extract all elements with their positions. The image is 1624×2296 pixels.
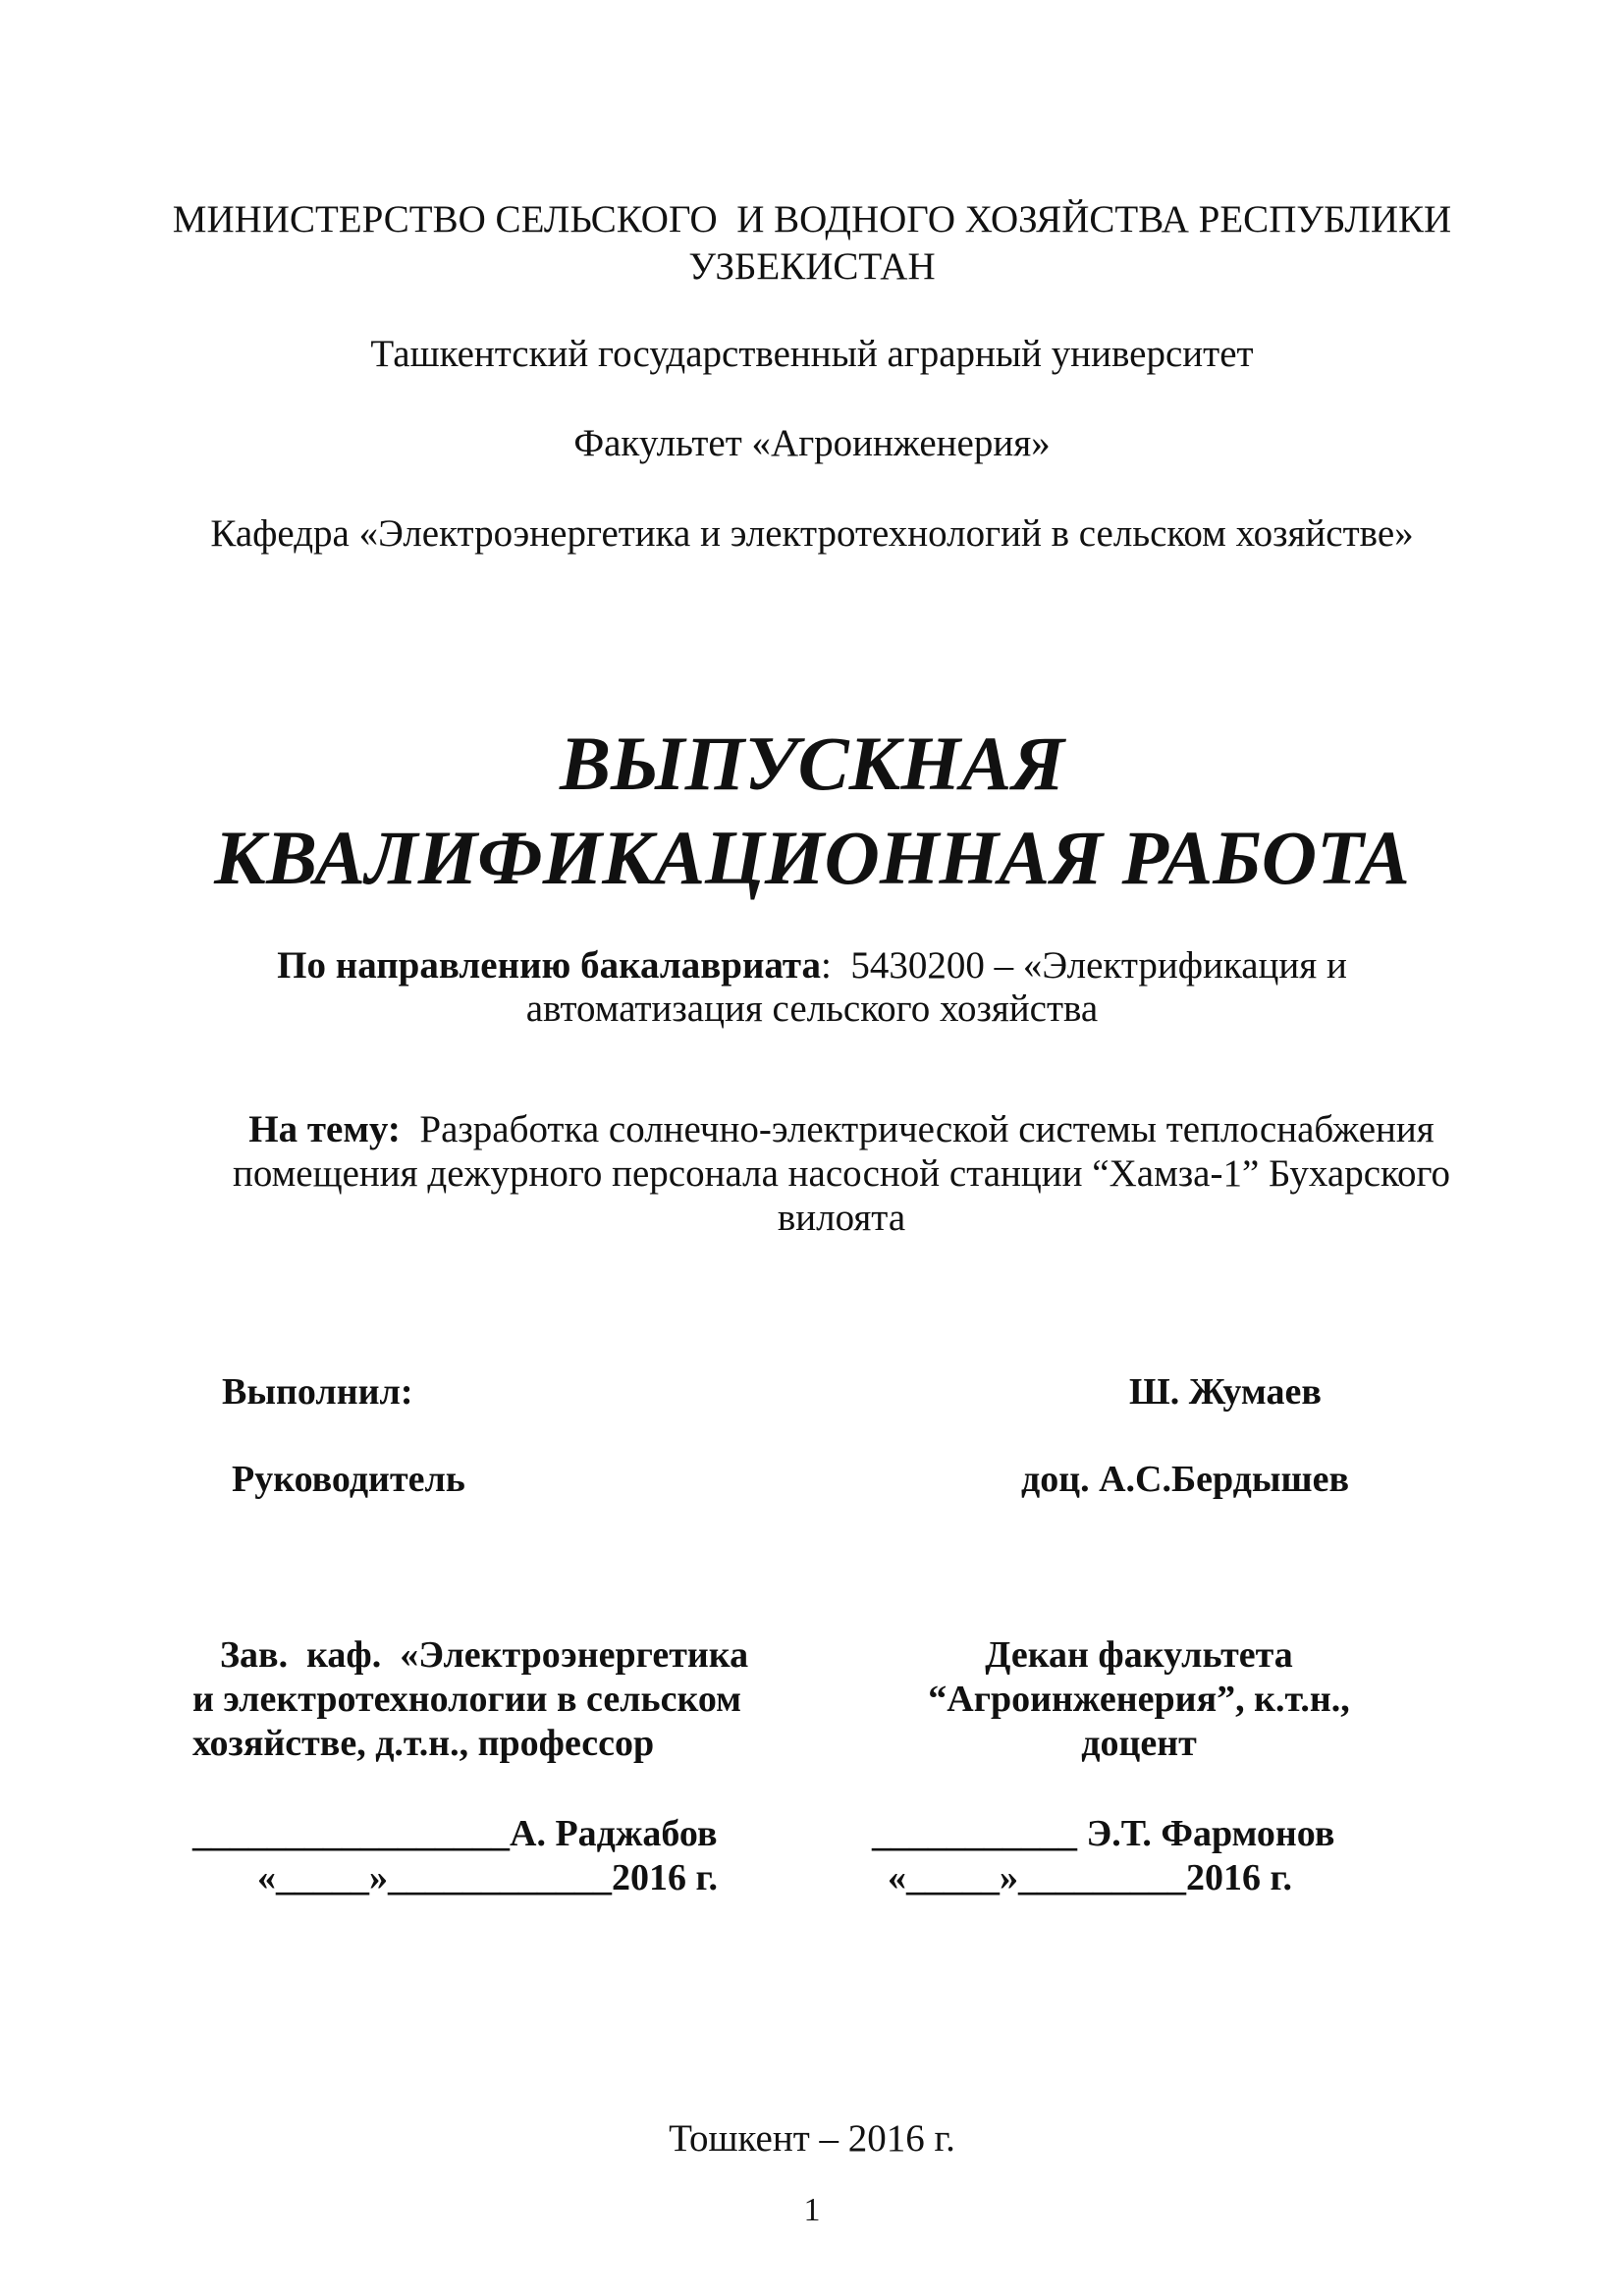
direction-line-1: По направлению бакалавриата: 5430200 – «Электрификация и xyxy=(277,944,1347,987)
city-year: Тошкент – 2016 г. xyxy=(669,2117,955,2160)
ministry-line-2: УЗБЕКИСТАН xyxy=(688,245,936,288)
hod-line-1: Зав. каф. «Электроэнергетика xyxy=(220,1634,749,1676)
performed-by-name: Ш. Жумаев xyxy=(1129,1371,1322,1413)
page-number: 1 xyxy=(803,2192,821,2228)
hod-signature-line: _________________А. Раджабов xyxy=(192,1813,718,1854)
hod-line-3: хозяйстве, д.т.н., профессор xyxy=(192,1723,655,1764)
dean-line-3: доцент xyxy=(1081,1723,1197,1764)
hod-date-line: «_____»____________2016 г. xyxy=(257,1857,718,1898)
direction-text-2: автоматизация сельского хозяйства xyxy=(525,988,1099,1030)
dean-line-1: Декан факультета xyxy=(985,1634,1293,1676)
topic-block xyxy=(226,1107,1460,1240)
supervisor-label: Руководитель xyxy=(232,1459,465,1500)
direction-text-1: 5430200 – «Электрификация и xyxy=(831,944,1347,987)
faculty-name: Факультет «Агроинженерия» xyxy=(573,422,1051,464)
title-line-1: ВЫПУСКНАЯ xyxy=(560,721,1064,806)
dean-date-line: «_____»_________2016 г. xyxy=(888,1857,1292,1898)
supervisor-name: доц. А.С.Бердышев xyxy=(1021,1459,1349,1500)
hod-line-2: и электротехнологии в сельском xyxy=(192,1679,742,1720)
direction-label: По направлению бакалавриата xyxy=(277,944,822,987)
dean-block xyxy=(864,1633,1414,1766)
performed-by-label: Выполнил: xyxy=(222,1371,413,1413)
title-line-2: КВАЛИФИКАЦИОННАЯ РАБОТА xyxy=(214,815,1410,900)
dean-line-2: “Агроинженерия”, к.т.н., xyxy=(928,1679,1350,1720)
dean-signature-line: ___________ Э.Т. Фармонов xyxy=(872,1813,1335,1854)
topic-label: На тему: xyxy=(248,1108,401,1150)
university-name: Ташкентский государственный аграрный университет xyxy=(370,333,1254,375)
head-of-department-block xyxy=(192,1633,776,1766)
department-name: Кафедра «Электроэнергетика и электротехнологий в сельском хозяйстве» xyxy=(210,512,1414,555)
topic-text: Разработка солнечно-электрической системы теплоснабжения помещения дежурного персонала насосной станции “Хамза-1” Бухарского вилоята xyxy=(232,1108,1460,1239)
direction-block xyxy=(0,944,1624,1031)
ministry-line-1: МИНИСТЕРСТВО СЕЛЬСКОГО И ВОДНОГО ХОЗЯЙСТВА РЕСПУБЛИКИ xyxy=(172,198,1452,240)
ministry-header xyxy=(0,196,1624,291)
document-title xyxy=(0,717,1624,905)
